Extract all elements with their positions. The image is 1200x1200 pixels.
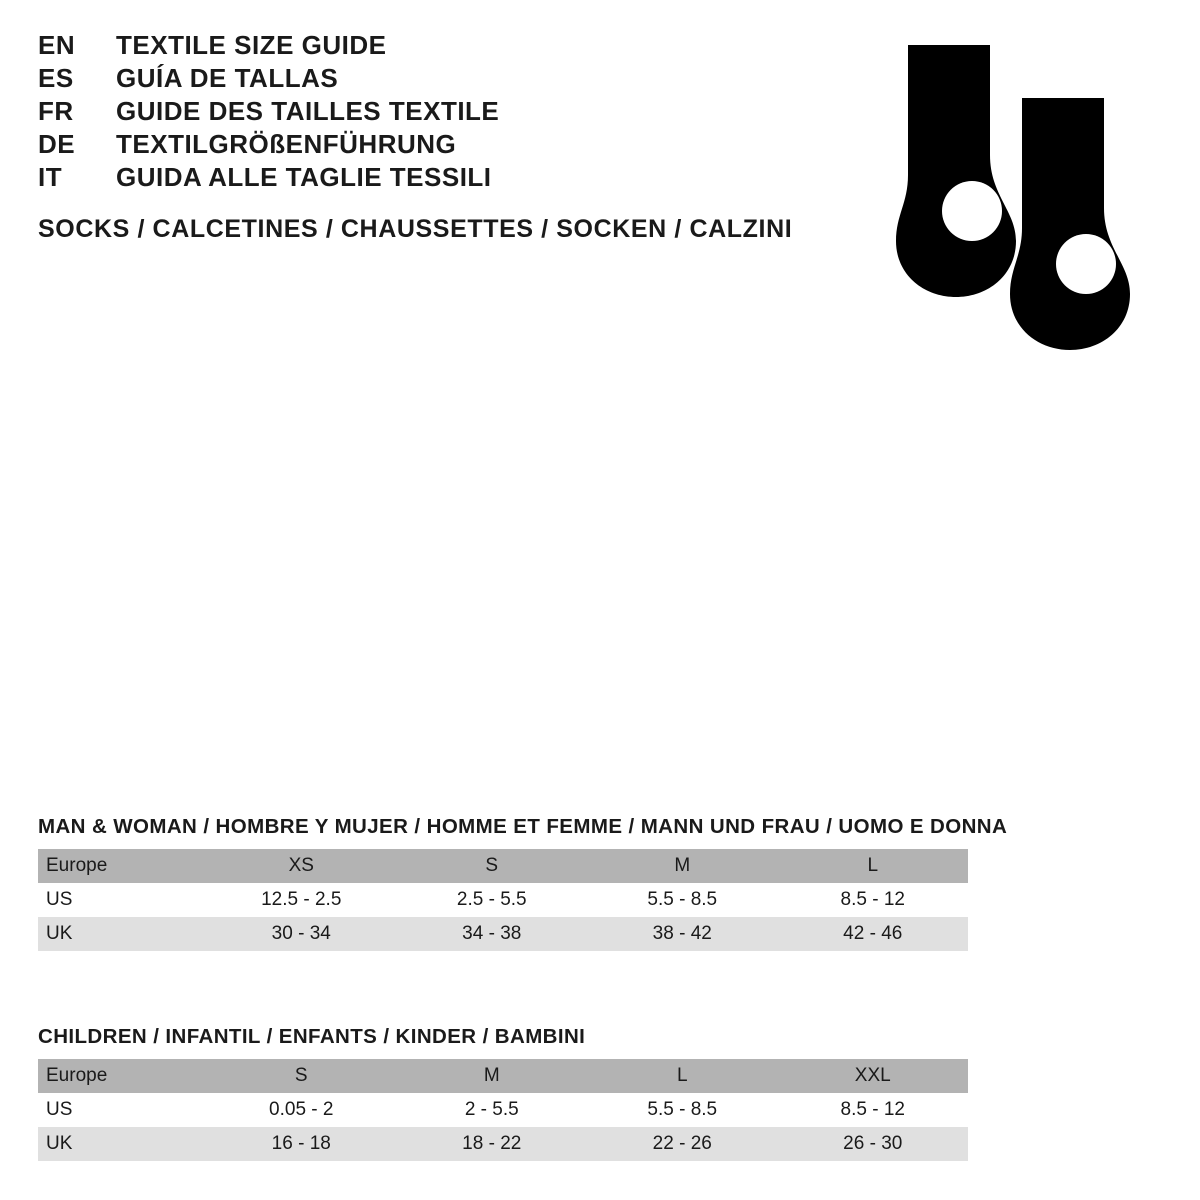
children-row-label-europe: Europe bbox=[38, 1059, 206, 1093]
children-table-title: CHILDREN / INFANTIL / ENFANTS / KINDER / BAMBINI bbox=[38, 1025, 586, 1048]
children-uk-l: 22 - 26 bbox=[587, 1127, 778, 1161]
language-text-en: TEXTILE SIZE GUIDE bbox=[116, 30, 387, 60]
socks-illustration bbox=[810, 30, 1140, 360]
adult-us-s: 2.5 - 5.5 bbox=[397, 883, 588, 917]
adult-us-xs: 12.5 - 2.5 bbox=[206, 883, 397, 917]
language-text-fr: GUIDE DES TAILLES TEXTILE bbox=[116, 96, 500, 126]
adult-us-l: 8.5 - 12 bbox=[778, 883, 969, 917]
adult-us-m: 5.5 - 8.5 bbox=[587, 883, 778, 917]
adult-size-table-block bbox=[38, 815, 1008, 951]
table-row bbox=[38, 849, 968, 883]
language-code-es: ES bbox=[38, 63, 74, 93]
adult-size-xs: XS bbox=[206, 849, 397, 883]
language-text-es: GUÍA DE TALLAS bbox=[116, 63, 339, 93]
adult-uk-m: 38 - 42 bbox=[587, 917, 778, 951]
adult-uk-s: 34 - 38 bbox=[397, 917, 588, 951]
size-guide-header bbox=[38, 30, 798, 244]
adult-size-m: M bbox=[587, 849, 778, 883]
language-code-en: EN bbox=[38, 30, 76, 60]
table-row bbox=[38, 1093, 968, 1127]
children-us-l: 5.5 - 8.5 bbox=[587, 1093, 778, 1127]
children-us-m: 2 - 5.5 bbox=[397, 1093, 588, 1127]
children-row-label-uk: UK bbox=[38, 1127, 206, 1161]
product-category-line: SOCKS / CALCETINES / CHAUSSETTES / SOCKEN / CALZINI bbox=[38, 215, 793, 243]
sock-shape-back bbox=[895, 45, 1016, 297]
adult-row-label-uk: UK bbox=[38, 917, 206, 951]
adult-uk-xs: 30 - 34 bbox=[206, 917, 397, 951]
table-row bbox=[38, 1127, 968, 1161]
children-us-xxl: 8.5 - 12 bbox=[778, 1093, 969, 1127]
children-uk-s: 16 - 18 bbox=[206, 1127, 397, 1161]
table-row bbox=[38, 917, 968, 951]
adult-row-label-europe: Europe bbox=[38, 849, 206, 883]
children-size-s: S bbox=[206, 1059, 397, 1093]
table-row bbox=[38, 1059, 968, 1093]
adult-row-label-us: US bbox=[38, 883, 206, 917]
language-row-it bbox=[38, 162, 798, 193]
adult-size-table bbox=[38, 849, 968, 951]
language-row-de bbox=[38, 129, 798, 160]
sock-shape-front bbox=[1009, 98, 1130, 350]
language-row-es bbox=[38, 63, 798, 94]
table-row bbox=[38, 883, 968, 917]
children-us-s: 0.05 - 2 bbox=[206, 1093, 397, 1127]
children-size-table-block bbox=[38, 1025, 968, 1161]
children-size-table bbox=[38, 1059, 968, 1161]
children-size-xxl: XXL bbox=[778, 1059, 969, 1093]
language-row-fr bbox=[38, 96, 798, 127]
language-text-de: TEXTILGRÖßENFÜHRUNG bbox=[116, 129, 457, 159]
children-size-m: M bbox=[397, 1059, 588, 1093]
language-row-en bbox=[38, 30, 798, 61]
adult-uk-l: 42 - 46 bbox=[778, 917, 969, 951]
language-code-fr: FR bbox=[38, 96, 74, 126]
children-uk-xxl: 26 - 30 bbox=[778, 1127, 969, 1161]
children-uk-m: 18 - 22 bbox=[397, 1127, 588, 1161]
language-code-de: DE bbox=[38, 129, 76, 159]
adult-size-l: L bbox=[778, 849, 969, 883]
children-size-l: L bbox=[587, 1059, 778, 1093]
language-code-it: IT bbox=[38, 162, 63, 192]
adult-size-s: S bbox=[397, 849, 588, 883]
language-text-it: GUIDA ALLE TAGLIE TESSILI bbox=[116, 162, 492, 192]
adult-table-title: MAN & WOMAN / HOMBRE Y MUJER / HOMME ET FEMME / MANN UND FRAU / UOMO E DONNA bbox=[38, 815, 1008, 838]
children-row-label-us: US bbox=[38, 1093, 206, 1127]
